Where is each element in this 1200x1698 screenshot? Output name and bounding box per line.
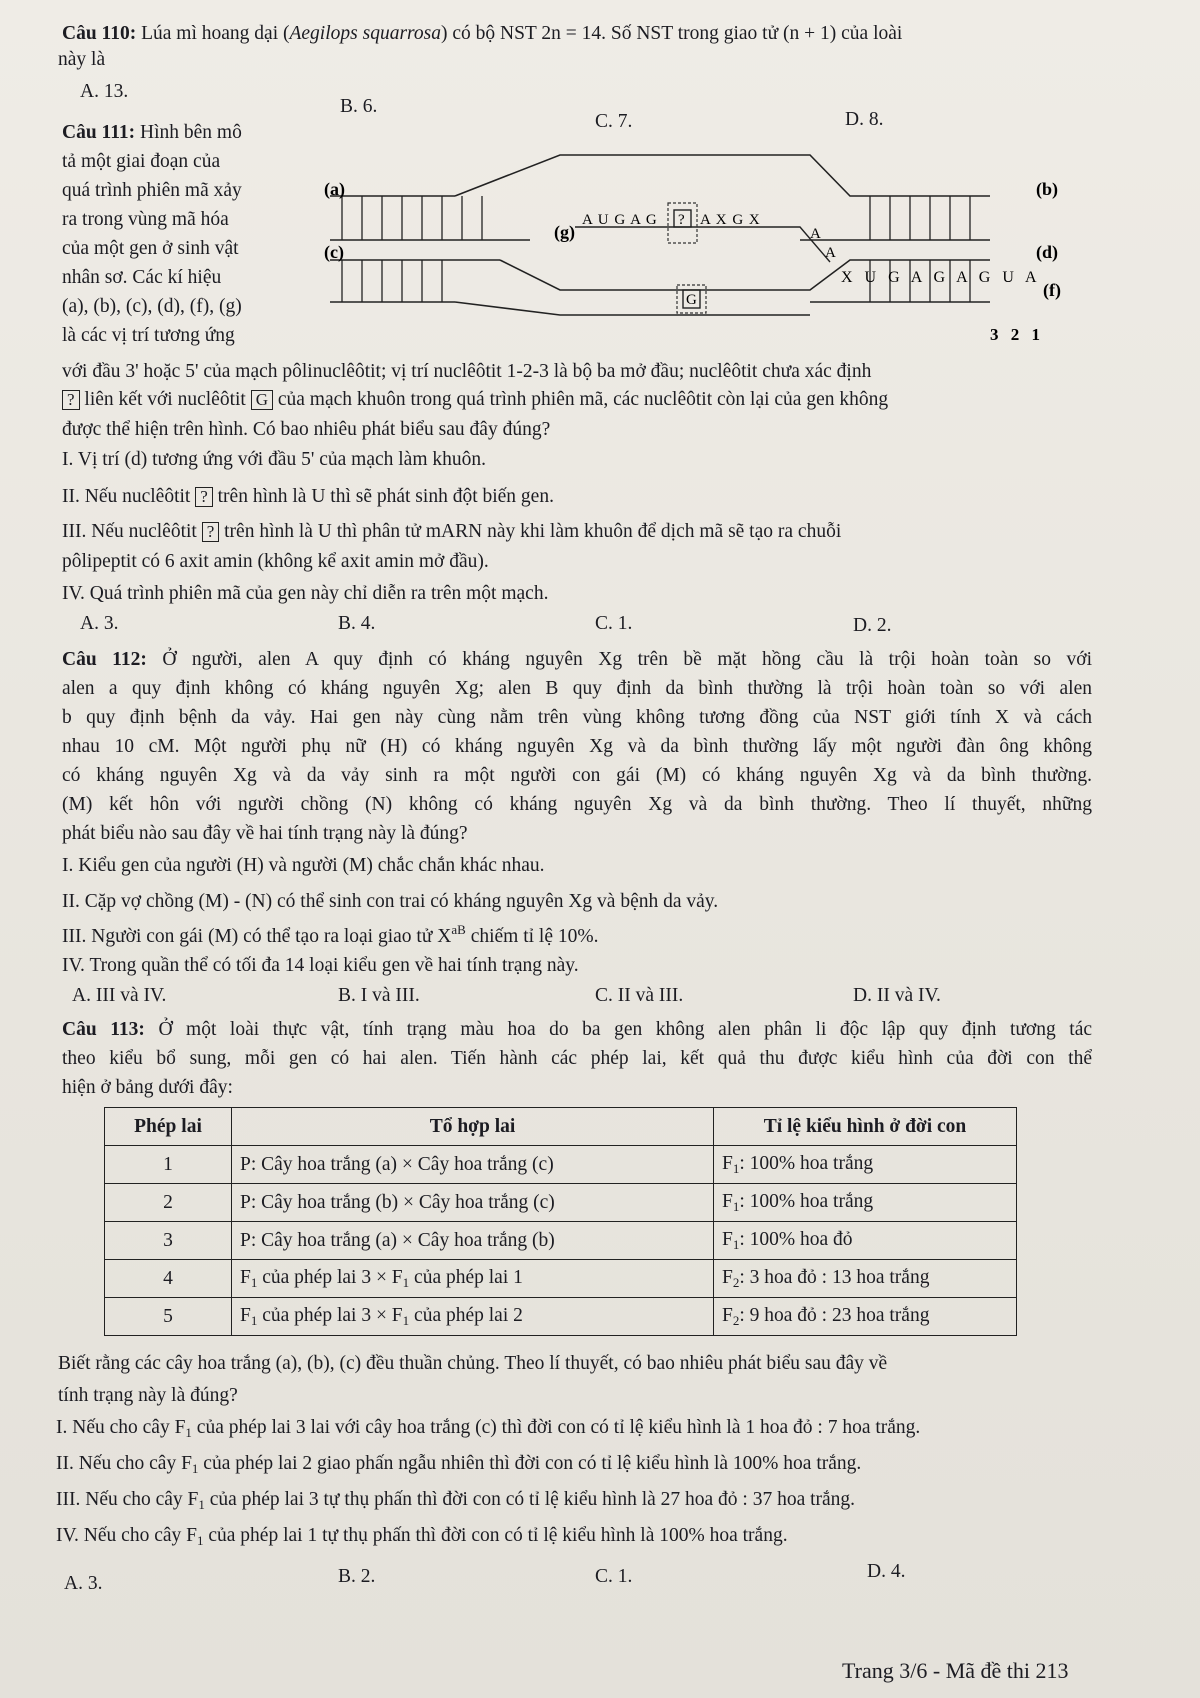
cell-cross: P: Cây hoa trắng (b) × Cây hoa trắng (c) [232,1184,714,1222]
table-row [105,1146,1017,1184]
cell-cross: P: Cây hoa trắng (a) × Cây hoa trắng (c) [232,1146,714,1184]
q110-text2: ) có bộ NST 2n = 14. Số NST trong giao tử (n + 1) của loài [440,23,903,44]
q111-side-line: ra trong vùng mã hóa [62,209,229,230]
mrna-seq-left: A U G A G [582,212,658,228]
cell-no: 4 [105,1260,232,1298]
q110-line1 [62,22,902,45]
q112-option-d[interactable]: D. II và IV. [853,985,941,1006]
q112-statement-4: IV. Trong quần thể có tối đa 14 loại kiểu gen về hai tính trạng này. [62,955,579,976]
codon-numbers: 3 2 1 [990,325,1044,344]
cell-result [714,1184,1017,1222]
q111-side-text [62,118,302,350]
mrna-a2: A [825,245,836,261]
q110-label: Câu 110: [62,23,137,44]
cell-cross [232,1298,714,1336]
generation: F [722,1266,733,1288]
q111-side-line: tả một giai đoạn của [62,151,221,172]
q112-line: có kháng nguyên Xg và da vảy sinh ra một người con gái (M) có kháng nguyên Xg và da bình thường. [62,765,1092,786]
cell-no: 5 [105,1298,232,1336]
unknown-box: ? [202,522,220,542]
q111-side-line: Hình bên mô [140,122,242,143]
q111-line-full2 [62,388,888,411]
result-text: : 9 hoa đỏ : 23 hoa trắng [739,1304,930,1326]
template-seq: X U G A G A G U A [841,269,1041,286]
q111-side-line: nhân sơ. Các kí hiệu [62,267,222,288]
q112-line: (M) kết hôn với người chồng (N) không có kháng nguyên Xg và da bình thường. Theo lí thuyết, những [62,794,1092,815]
cell-no: 2 [105,1184,232,1222]
table-header-row [105,1108,1017,1146]
q112-label: Câu 112: [62,649,147,670]
mrna-a1: A [810,226,821,242]
g-box: G [251,390,273,410]
table-row [105,1184,1017,1222]
q111-option-d[interactable]: D. 2. [853,615,892,636]
stmt-text: I. Nếu cho cây F [56,1417,186,1438]
q110-line2: này là [58,49,106,70]
generation-subscript: 1 [732,1160,740,1176]
base-pairs-left [342,196,482,302]
cross-text: F [240,1266,251,1288]
stmt-text: của phép lai 2 giao phấn ngẫu nhiên thì đời con có tỉ lệ kiểu hình là 100% hoa trắng. [198,1453,862,1474]
page-footer: Trang 3/6 - Mã đề thi 213 [842,1658,1069,1683]
q112-statement-3-b: chiếm tỉ lệ 10%. [470,926,599,947]
cell-no: 1 [105,1146,232,1184]
q112-option-b[interactable]: B. I và III. [338,985,420,1006]
q111-statement-2-b: trên hình là U thì sẽ phát sinh đột biến gen. [217,486,554,507]
q111-option-c[interactable]: C. 1. [595,613,633,634]
q113-statement-2 [56,1452,861,1477]
header-combination: Tổ hợp lai [232,1108,714,1146]
q113-line: theo kiểu bổ sung, mỗi gen có hai alen. Tiến hành các phép lai, kết quả thu được kiểu hình của đời con thể [62,1048,1092,1069]
q111-label: Câu 111: [62,122,136,143]
result-text: : 100% hoa trắng [739,1152,874,1174]
q111-side-line: của một gen ở sinh vật [62,238,239,259]
generation-subscript: 1 [402,1274,410,1290]
q113-option-d[interactable]: D. 4. [867,1561,906,1582]
label-d: (d) [1036,242,1058,262]
cell-result [714,1260,1017,1298]
stmt-text: III. Nếu cho cây F [56,1489,199,1510]
cross-text: của phép lai 3 × F [257,1304,403,1326]
unknown-box: ? [195,487,213,507]
base-pairs-right [870,196,970,302]
mrna-seq-right: A X G X [700,212,761,228]
q111-line-full2-a: liên kết với nuclêôtit [84,389,246,410]
header-cross: Phép lai [105,1108,232,1146]
q113-after-line2: tính trạng này là đúng? [58,1385,238,1406]
label-b: (b) [1036,179,1058,199]
q112-line: nhau 10 cM. Một người phụ nữ (H) có kháng nguyên Xg và da bình thường lấy một người đàn ông không [62,736,1092,757]
q113-option-a[interactable]: A. 3. [64,1573,103,1594]
generation-subscript: 2 [732,1312,740,1328]
generation-subscript: 1 [250,1312,258,1328]
cell-result [714,1298,1017,1336]
table-row [105,1260,1017,1298]
cell-cross: P: Cây hoa trắng (a) × Cây hoa trắng (b) [232,1222,714,1260]
q111-line-full3: được thể hiện trên hình. Có bao nhiêu phát biểu sau đây đúng? [62,419,551,440]
q113-line: Ở một loài thực vật, tính trạng màu hoa do ba gen không alen phân li độc lập quy định tương tác [158,1019,1093,1040]
q111-statement-2 [62,485,554,508]
q113-statement-1 [56,1416,920,1441]
q111-statement-3-a: III. Nếu nuclêôtit [62,521,197,542]
generation-subscript: 1 [732,1236,740,1252]
template-g: G [686,292,697,308]
q111-side-line: là các vị trí tương ứng [62,325,235,346]
cross-text: F [240,1304,251,1326]
q113-statement-3 [56,1488,855,1513]
gamete-superscript: aB [451,922,466,937]
generation-subscript: 2 [732,1274,740,1290]
bubble-bottom [455,302,810,315]
generation-subscript: 1 [185,1425,192,1440]
cell-no: 3 [105,1222,232,1260]
table-row [105,1222,1017,1260]
result-text: : 100% hoa trắng [739,1190,874,1212]
cross-results-table [104,1107,1017,1336]
q111-side-line: quá trình phiên mã xảy [62,180,242,201]
header-phenotype: Tỉ lệ kiểu hình ở đời con [714,1108,1017,1146]
label-g: (g) [554,222,575,242]
cross-text: của phép lai 2 [409,1304,523,1326]
q111-statement-1: I. Vị trí (d) tương ứng với đầu 5' của mạch làm khuôn. [62,449,487,470]
cross-text: của phép lai 1 [409,1266,523,1288]
q112-line: phát biểu nào sau đây về hai tính trạng này là đúng? [62,823,468,844]
q113-statement-4 [56,1524,788,1549]
generation-subscript: 1 [402,1312,410,1328]
q111-line-full2-b: của mạch khuôn trong quá trình phiên mã, các nuclêôtit còn lại của gen không [277,389,889,410]
transcription-diagram [324,150,1100,350]
q111-statement-2-a: II. Nếu nuclêôtit [62,486,191,507]
q111-option-a[interactable]: A. 3. [80,613,119,634]
q110-option-b[interactable]: B. 6. [340,96,378,117]
bubble-top [455,155,990,196]
generation: F [722,1152,733,1174]
q111-statement-3-cont: pôlipeptit có 6 axit amin (không kể axit amin mở đầu). [62,551,489,572]
q111-statement-3-b: trên hình là U thì phân tử mARN này khi làm khuôn để dịch mã sẽ tạo ra chuỗi [224,521,842,542]
q112-statement-1: I. Kiểu gen của người (H) và người (M) chắc chắn khác nhau. [62,855,545,876]
generation-subscript: 1 [191,1461,199,1476]
stmt-text: của phép lai 3 lai với cây hoa trắng (c) thì đời con có tỉ lệ kiểu hình là 1 hoa đỏ : 7 hoa trắng. [191,1417,921,1438]
q113-body [62,1015,1092,1102]
q112-line: alen a quy định không có kháng nguyên Xg; alen B quy định da bình thường là trội hoàn toàn so với alen [62,678,1092,699]
q113-option-b[interactable]: B. 2. [338,1566,376,1587]
q112-option-c[interactable]: C. II và III. [595,985,684,1006]
generation-subscript: 1 [250,1274,258,1290]
q110-option-d[interactable]: D. 8. [845,109,884,130]
result-text: : 3 hoa đỏ : 13 hoa trắng [739,1266,930,1288]
mrna-line [575,227,830,262]
q110-species: Aegilops squarrosa [289,23,441,44]
table-row [105,1298,1017,1336]
q112-statement-2: II. Cặp vợ chồng (M) - (N) có thể sinh con trai có kháng nguyên Xg và bệnh da vảy. [62,891,719,912]
stmt-text: II. Nếu cho cây F [56,1453,192,1474]
q112-line: b quy định bệnh da vảy. Hai gen này cùng nằm trên vùng không tương đồng của NST giới tính X và cách [62,707,1092,728]
cell-cross [232,1260,714,1298]
q111-statement-3 [62,520,841,543]
q113-label: Câu 113: [62,1019,145,1040]
q113-after-line1: Biết rằng các cây hoa trắng (a), (b), (c) đều thuần chủng. Theo lí thuyết, có bao nhiêu phát biểu sau đây về [58,1353,888,1374]
result-text: : 100% hoa đỏ [739,1228,853,1250]
generation-subscript: 1 [198,1497,205,1512]
cross-text: của phép lai 3 × F [257,1266,403,1288]
q113-line: hiện ở bảng dưới đây: [62,1077,233,1098]
label-f: (f) [1043,280,1061,300]
stmt-text: của phép lai 3 tự thụ phấn thì đời con có tỉ lệ kiểu hình là 27 hoa đỏ : 37 hoa trắng. [204,1489,856,1510]
q111-option-b[interactable]: B. 4. [338,613,376,634]
stmt-text: của phép lai 1 tự thụ phấn thì đời con có tỉ lệ kiểu hình là 100% hoa trắng. [203,1525,788,1546]
q112-statement-3-a: III. Người con gái (M) có thể tạo ra loại giao tử X [62,926,452,947]
q110-option-a[interactable]: A. 13. [80,81,129,102]
q112-body [62,645,1092,848]
label-a: (a) [324,179,345,199]
q111-side-line: (a), (b), (c), (d), (f), (g) [62,296,242,317]
unknown-box: ? [62,390,80,410]
q113-option-c[interactable]: C. 1. [595,1566,633,1587]
q112-line: Ở người, alen A quy định có kháng nguyên Xg trên bề mặt hồng cầu là trội hoàn toàn so với [162,649,1092,670]
generation-subscript: 1 [732,1198,740,1214]
generation: F [722,1190,733,1212]
q111-line-full1: với đầu 3' hoặc 5' của mạch pôlinuclêôtit; vị trí nuclêôtit 1-2-3 là bộ ba mở đầu; nuclêôtit chưa xác định [62,361,872,382]
q111-statement-4: IV. Quá trình phiên mã của gen này chỉ diễn ra trên một mạch. [62,583,549,604]
cell-result [714,1222,1017,1260]
label-c: (c) [324,242,344,262]
q112-statement-3 [62,922,599,948]
generation-subscript: 1 [197,1533,204,1548]
q110-text: Lúa mì hoang dại ( [141,23,290,44]
stmt-text: IV. Nếu cho cây F [56,1525,197,1546]
generation: F [722,1228,733,1250]
generation: F [722,1304,733,1326]
mrna-unknown: ? [678,212,685,228]
q110-option-c[interactable]: C. 7. [595,111,633,132]
cell-result [714,1146,1017,1184]
q112-option-a[interactable]: A. III và IV. [72,985,167,1006]
